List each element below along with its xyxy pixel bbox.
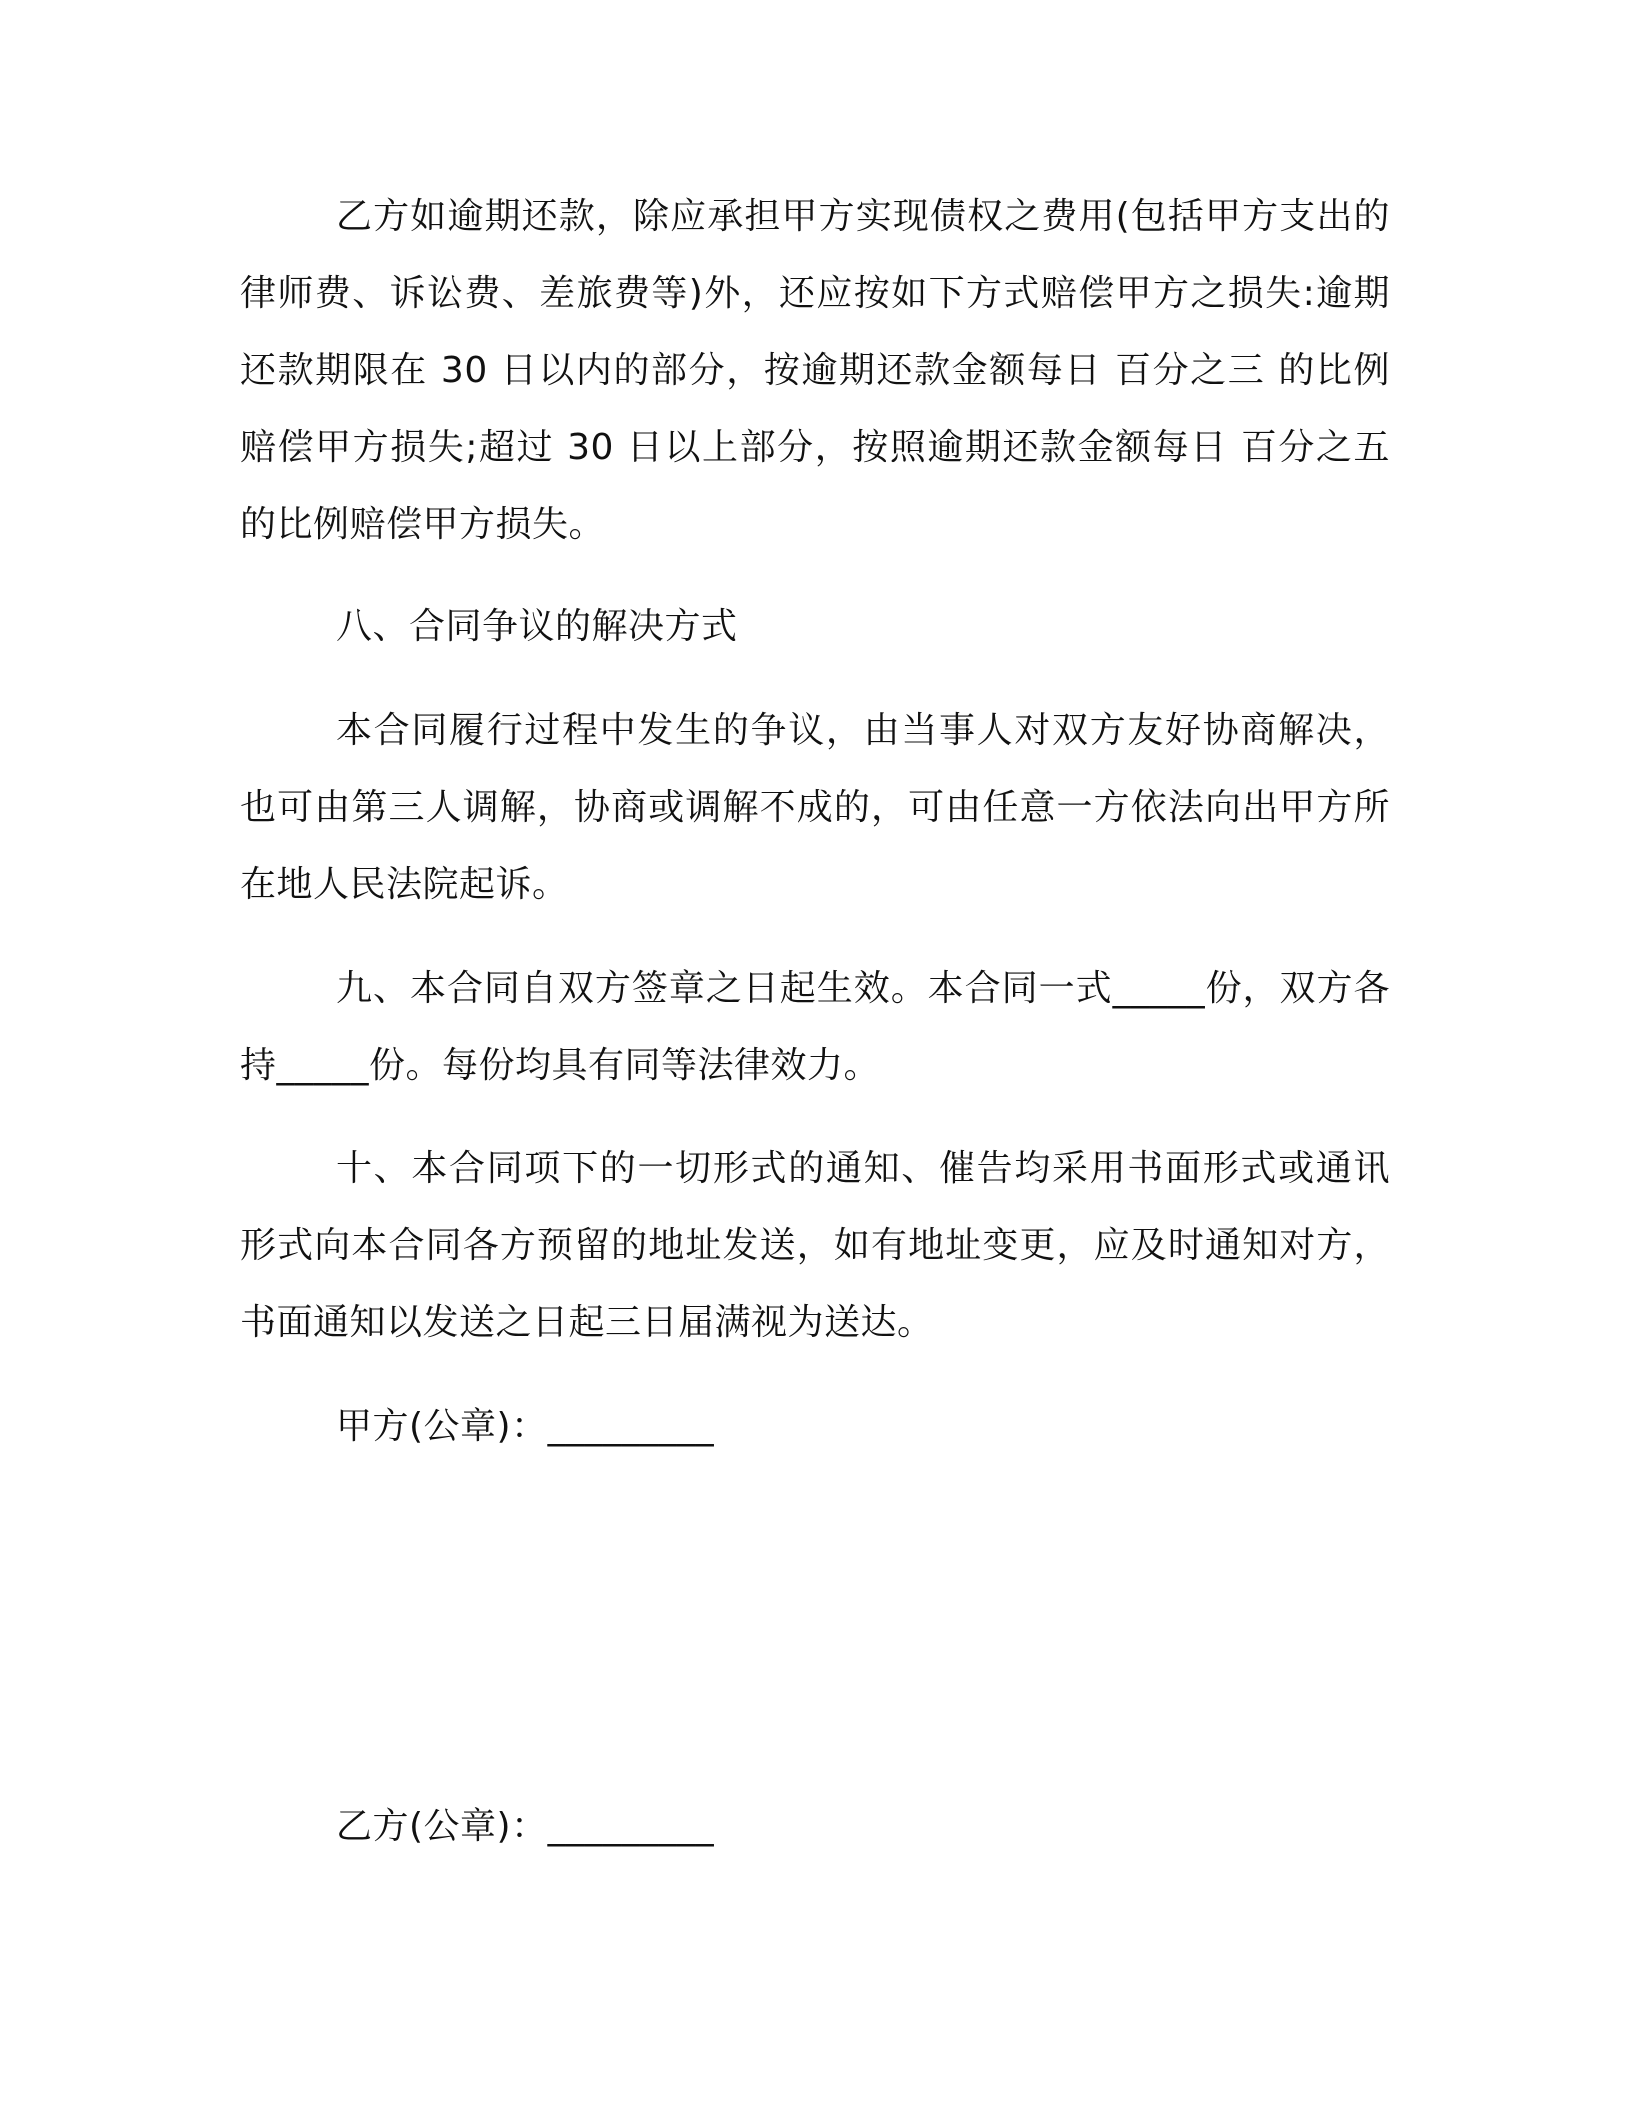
paragraph-overdue-repayment: 乙方如逾期还款，除应承担甲方实现债权之费用(包括甲方支出的律师费、诉讼费、差旅费等)外，还应按如下方式赔偿甲方之损失:逾期还款期限在 30 日以内的部分，按逾期还款金额每日 百分之三 的比例赔偿甲方损失;超过 30 日以上部分，按照逾期还款金额每日 百分之五 的比例赔偿甲方损失。 [240, 196, 1390, 545]
paragraph-dispute-resolution: 本合同履行过程中发生的争议，由当事人对双方友好协商解决，也可由第三人调解，协商或调解不成的，可由任意一方依法向出甲方所在地人民法院起诉。 [240, 710, 1390, 905]
paragraph-contract-effect: 九、本合同自双方签章之日起生效。本合同一式_____份，双方各持_____份。每份均具有同等法律效力。 [240, 968, 1390, 1086]
party-a-signature-line: 甲方(公章)：_________ [336, 1406, 715, 1447]
paragraph-notice-delivery: 十、本合同项下的一切形式的通知、催告均采用书面形式或通讯形式向本合同各方预留的地址发送，如有地址变更，应及时通知对方，书面通知以发送之日起三日届满视为送达。 [240, 1148, 1390, 1343]
party-b-signature-line: 乙方(公章)：_________ [336, 1806, 715, 1847]
section-heading-dispute-resolution: 八、合同争议的解决方式 [336, 606, 738, 647]
